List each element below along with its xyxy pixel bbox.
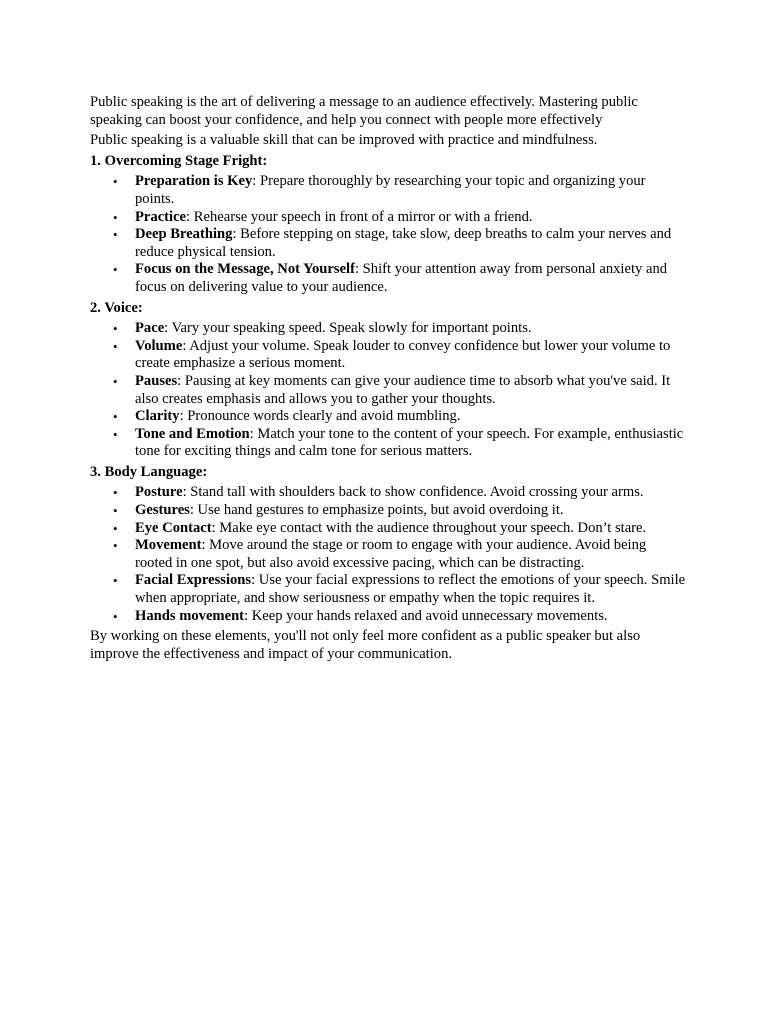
- list-item: [113, 261, 686, 296]
- bullet-icon: •: [113, 608, 118, 624]
- item-term: Clarity: [135, 408, 180, 425]
- item-term: Tone and Emotion: [135, 425, 250, 442]
- bullet-icon: •: [113, 174, 118, 190]
- item-text: : Stand tall with shoulders back to show confidence. Avoid crossing your arms.: [182, 484, 644, 501]
- bullet-icon: •: [113, 426, 118, 442]
- body-language-list: [90, 484, 686, 625]
- item-term: Focus on the Message, Not Yourself: [135, 261, 355, 278]
- item-text: : Use your facial expressions to reflect the emotions of your speech. Smile when appropriate, and show seriousness or empathy when the topic requires it.: [135, 572, 686, 607]
- item-term: Practice: [135, 208, 187, 225]
- item-text: : Shift your attention away from personal anxiety and focus on delivering value to your audience.: [135, 261, 668, 295]
- bullet-icon: •: [113, 538, 118, 554]
- bullet-icon: •: [113, 262, 118, 278]
- item-text: : Prepare thoroughly by researching your topic and organizing your points.: [135, 173, 646, 207]
- list-item: [113, 173, 686, 208]
- item-term: Posture: [135, 484, 183, 501]
- section-heading-voice: 2. Voice:: [90, 299, 143, 316]
- bullet-icon: •: [113, 520, 118, 536]
- item-text: : Match your tone to the content of your speech. For example, enthusiastic tone for exciting things and calm tone for serious matters.: [135, 425, 684, 460]
- bullet-icon: •: [113, 373, 118, 389]
- section-heading-stage-fright: 1. Overcoming Stage Fright:: [90, 152, 268, 169]
- bullet-icon: •: [113, 573, 118, 589]
- item-text: : Move around the stage or room to engage with your audience. Avoid being rooted in one spot, but also avoid excessive pacing, which can be distracting.: [135, 537, 647, 571]
- item-text: : Use hand gestures to emphasize points, but avoid overdoing it.: [189, 502, 564, 519]
- item-text: : Pausing at key moments can give your audience time to absorb what you've said. It also creates emphasis and allows you to gather your thoughts.: [135, 372, 671, 407]
- list-item: [113, 372, 686, 408]
- item-text: : Vary your speaking speed. Speak slowly for important points.: [164, 320, 532, 337]
- item-text: : Keep your hands relaxed and avoid unnecessary movements.: [244, 607, 608, 624]
- list-item: [113, 519, 686, 538]
- item-term: Eye Contact: [135, 519, 212, 536]
- bullet-icon: •: [113, 503, 118, 519]
- item-term: Deep Breathing: [135, 226, 233, 243]
- item-term: Movement: [135, 537, 202, 554]
- list-item: [113, 208, 686, 227]
- list-item: [113, 484, 686, 502]
- list-item: [113, 537, 686, 572]
- intro-paragraph: Public speaking is the art of delivering a message to an audience effectively. Mastering public speaking can boost your confidence, and help you connect with people more effectively: [90, 94, 638, 128]
- item-term: Preparation is Key: [135, 173, 253, 190]
- list-item: [113, 408, 686, 426]
- list-item: [113, 425, 686, 461]
- list-item: [113, 607, 686, 626]
- item-term: Gestures: [135, 502, 190, 519]
- item-term: Hands movement: [135, 607, 245, 624]
- stage-fright-list: [90, 173, 686, 296]
- bullet-icon: •: [113, 485, 118, 501]
- list-item: [113, 320, 686, 338]
- list-item: [113, 572, 686, 607]
- item-term: Pauses: [135, 372, 178, 389]
- section-heading-body-language: 3. Body Language:: [90, 463, 208, 480]
- item-text: : Before stepping on stage, take slow, deep breaths to calm your nerves and reduce physical tension.: [135, 226, 672, 260]
- bullet-icon: •: [113, 321, 118, 337]
- bullet-icon: •: [113, 409, 118, 425]
- item-text: : Pronounce words clearly and avoid mumbling.: [179, 408, 461, 425]
- document-page: [90, 94, 686, 663]
- item-text: : Make eye contact with the audience throughout your speech. Don’t stare.: [211, 519, 647, 536]
- list-item: [113, 226, 686, 261]
- intro-summary: Public speaking is a valuable skill that can be improved with practice and mindfulness.: [90, 132, 598, 149]
- item-term: Volume: [135, 337, 183, 354]
- voice-list: [90, 320, 686, 461]
- item-term: Facial Expressions: [135, 572, 252, 589]
- list-item: [113, 337, 686, 373]
- bullet-icon: •: [113, 338, 118, 354]
- bullet-icon: •: [113, 209, 118, 225]
- list-item: [113, 502, 686, 520]
- closing-paragraph: By working on these elements, you'll not only feel more confident as a public speaker but also improve the effectiveness and impact of your communication.: [90, 628, 641, 662]
- item-text: : Adjust your volume. Speak louder to convey confidence but lower your volume to create emphasize a serious moment.: [135, 337, 671, 372]
- item-term: Pace: [135, 320, 165, 337]
- bullet-icon: •: [113, 227, 118, 243]
- item-text: : Rehearse your speech in front of a mirror or with a friend.: [186, 208, 533, 225]
